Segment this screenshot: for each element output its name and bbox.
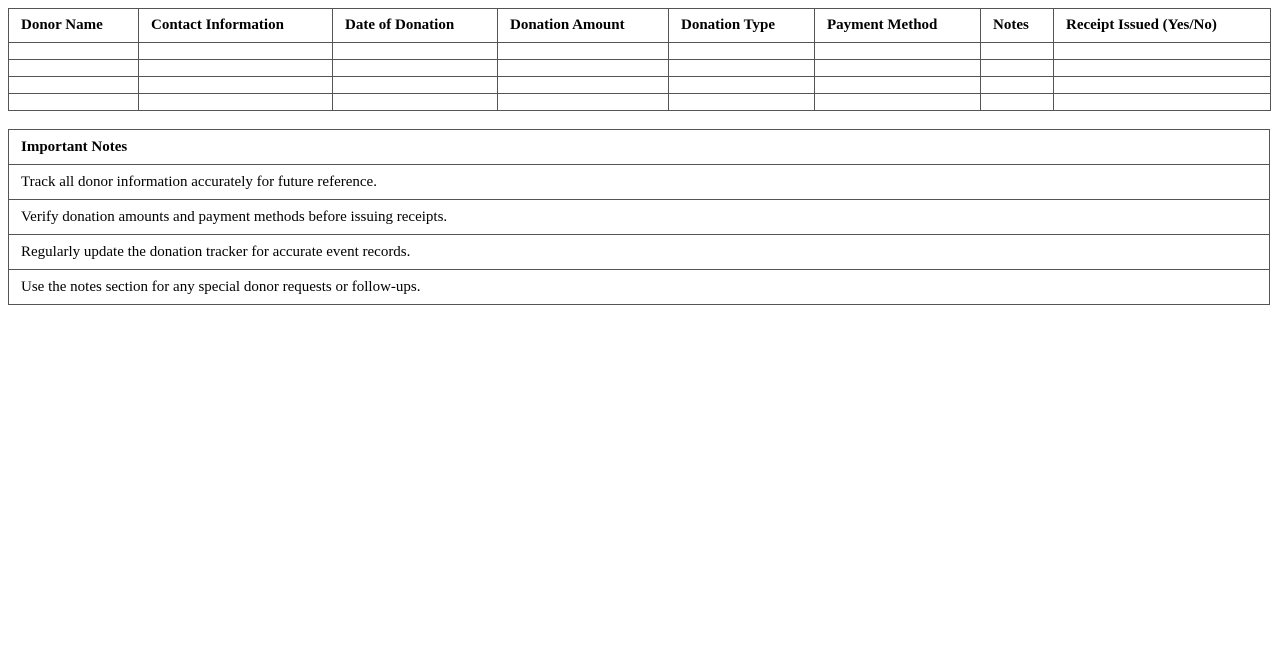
column-header-receipt-issued: Receipt Issued (Yes/No) (1054, 9, 1271, 43)
column-header-date-of-donation: Date of Donation (333, 9, 498, 43)
note-text: Use the notes section for any special donor requests or follow-ups. (9, 270, 1270, 305)
table-cell[interactable] (1054, 94, 1271, 111)
table-cell[interactable] (139, 60, 333, 77)
table-cell[interactable] (9, 94, 139, 111)
table-cell[interactable] (9, 77, 139, 94)
table-cell[interactable] (815, 94, 981, 111)
table-cell[interactable] (815, 77, 981, 94)
notes-title: Important Notes (9, 130, 1270, 165)
table-cell[interactable] (333, 60, 498, 77)
table-cell[interactable] (498, 94, 669, 111)
notes-header-row (9, 130, 1270, 165)
list-item (9, 235, 1270, 270)
table-cell[interactable] (498, 60, 669, 77)
table-cell[interactable] (9, 43, 139, 60)
table-row (9, 94, 1271, 111)
table-cell[interactable] (669, 94, 815, 111)
table-cell[interactable] (981, 77, 1054, 94)
table-cell[interactable] (333, 94, 498, 111)
note-text: Track all donor information accurately for future reference. (9, 165, 1270, 200)
table-cell[interactable] (498, 77, 669, 94)
page (8, 8, 1270, 305)
table-cell[interactable] (1054, 43, 1271, 60)
column-header-payment-method: Payment Method (815, 9, 981, 43)
table-cell[interactable] (9, 60, 139, 77)
table-row (9, 43, 1271, 60)
table-cell[interactable] (981, 43, 1054, 60)
list-item (9, 270, 1270, 305)
table-header-row (9, 9, 1271, 43)
donation-tracker-table (8, 8, 1271, 111)
note-text: Verify donation amounts and payment methods before issuing receipts. (9, 200, 1270, 235)
table-cell[interactable] (333, 77, 498, 94)
table-cell[interactable] (498, 43, 669, 60)
column-header-donor-name: Donor Name (9, 9, 139, 43)
table-cell[interactable] (981, 94, 1054, 111)
table-cell[interactable] (1054, 60, 1271, 77)
table-cell[interactable] (815, 43, 981, 60)
column-header-contact-information: Contact Information (139, 9, 333, 43)
table-row (9, 60, 1271, 77)
important-notes-table (8, 129, 1270, 305)
table-cell[interactable] (669, 60, 815, 77)
table-cell[interactable] (333, 43, 498, 60)
list-item (9, 200, 1270, 235)
table-cell[interactable] (139, 43, 333, 60)
table-cell[interactable] (669, 77, 815, 94)
column-header-donation-type: Donation Type (669, 9, 815, 43)
column-header-notes: Notes (981, 9, 1054, 43)
table-cell[interactable] (815, 60, 981, 77)
table-cell[interactable] (981, 60, 1054, 77)
note-text: Regularly update the donation tracker for accurate event records. (9, 235, 1270, 270)
table-cell[interactable] (139, 77, 333, 94)
list-item (9, 165, 1270, 200)
table-cell[interactable] (1054, 77, 1271, 94)
table-cell[interactable] (669, 43, 815, 60)
column-header-donation-amount: Donation Amount (498, 9, 669, 43)
table-cell[interactable] (139, 94, 333, 111)
table-row (9, 77, 1271, 94)
